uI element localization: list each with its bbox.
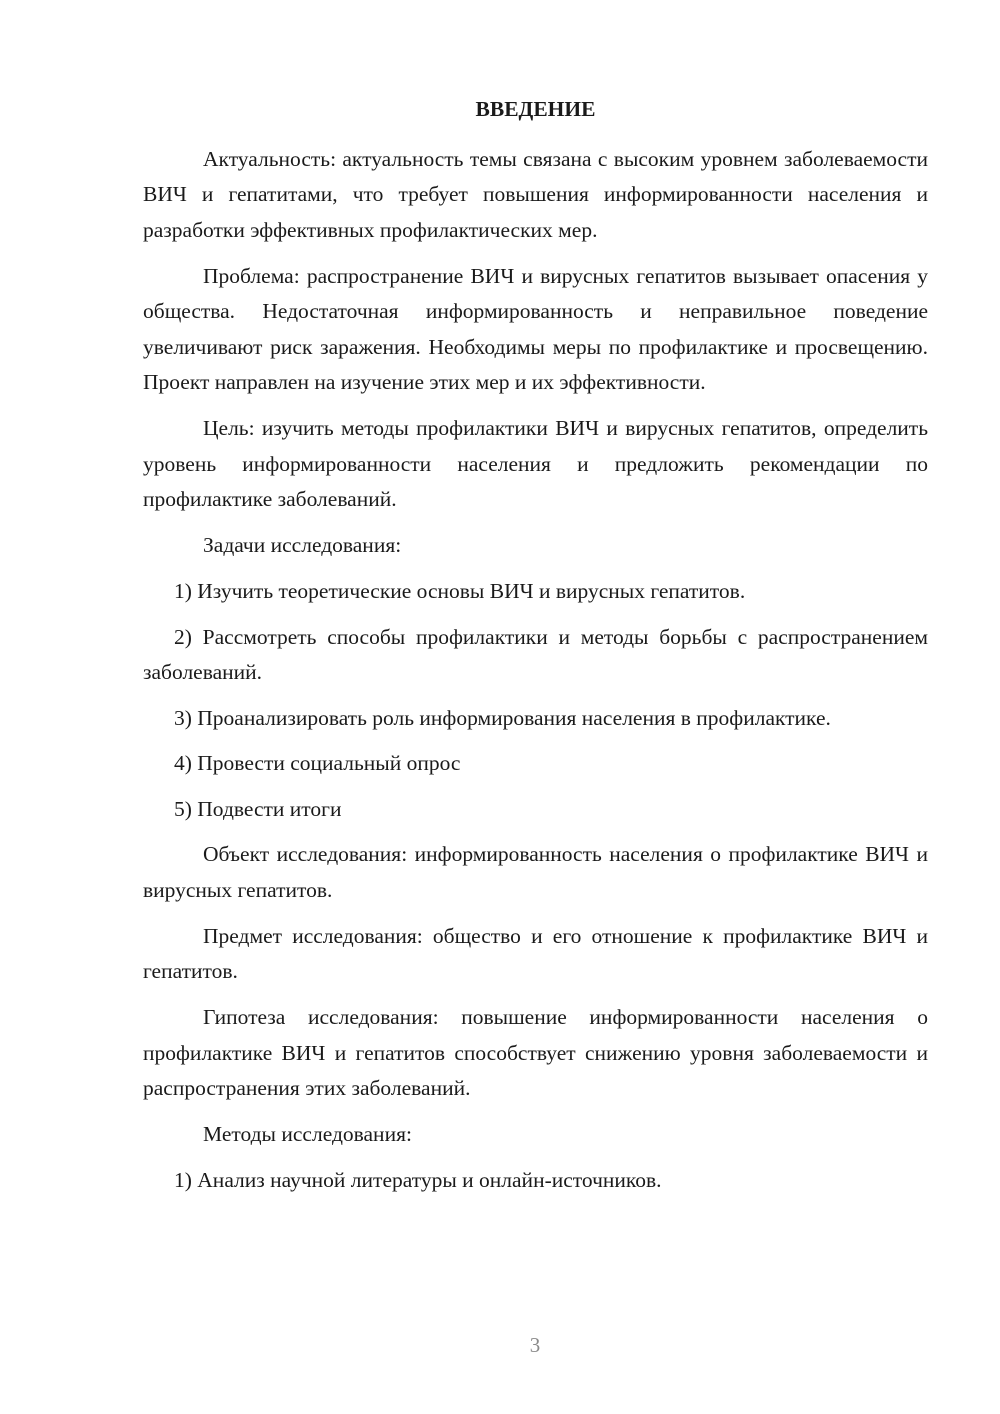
relevance-paragraph: Актуальность: актуальность темы связана с высоким уровнем заболеваемости ВИЧ и гепатитами, что требует повышения информированности населения и разработки эффективных профилактических мер. [143,146,928,242]
object-paragraph: Объект исследования: информированность населения о профилактике ВИЧ и вирусных гепатитов. [143,842,928,902]
page-number: 3 [529,1333,541,1357]
document-page [143,92,928,1209]
problem-paragraph: Проблема: распространение ВИЧ и вирусных гепатитов вызывает опасения у общества. Недостаточная информированность и неправильное поведение увеличивают риск заражения. Необходимы меры по профилактике и просвещению. Проект направлен на изучение этих мер и их эффективности. [143,263,928,394]
tasks-heading: Задачи исследования: [203,533,402,557]
page-title: ВВЕДЕНИЕ [475,97,596,121]
task-item: 5) Подвести итоги [174,796,342,821]
hypothesis-paragraph: Гипотеза исследования: повышение информированности населения о профилактике ВИЧ и гепатитов способствует снижению уровня заболеваемости и распространения этих заболеваний. [143,1005,928,1100]
goal-paragraph: Цель: изучить методы профилактики ВИЧ и вирусных гепатитов, определить уровень информированности населения и предложить рекомендации по профилактике заболеваний. [143,416,928,511]
task-item: 2) Рассмотреть способы профилактики и методы борьбы с распространением заболеваний. [143,624,928,684]
method-item: 1) Анализ научной литературы и онлайн-источников. [174,1168,662,1192]
methods-heading: Методы исследования: [203,1122,412,1146]
task-item: 3) Проанализировать роль информирования населения в профилактике. [174,705,831,730]
subject-paragraph: Предмет исследования: общество и его отношение к профилактике ВИЧ и гепатитов. [143,923,928,983]
task-item: 4) Провести социальный опрос [174,751,461,775]
task-item: 1) Изучить теоретические основы ВИЧ и вирусных гепатитов. [174,579,746,603]
